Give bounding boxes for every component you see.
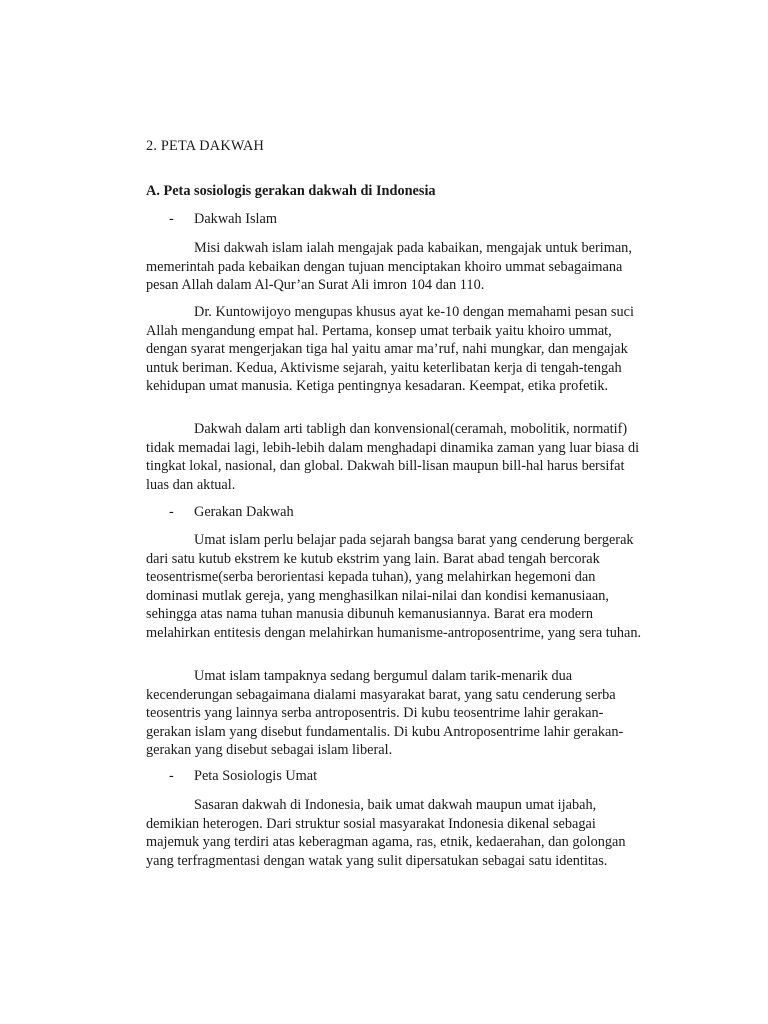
bullet-dash: - bbox=[169, 768, 174, 784]
subheading: A. Peta sosiologis gerakan dakwah di Indonesia bbox=[146, 183, 436, 199]
bullet-label: Peta Sosiologis Umat bbox=[194, 768, 318, 784]
paragraph-sejarah-barat bbox=[146, 531, 646, 643]
section-title: 2. PETA DAKWAH bbox=[146, 138, 265, 154]
bullet-label: Gerakan Dakwah bbox=[194, 504, 294, 520]
paragraph-kuntowijoyo bbox=[146, 303, 646, 396]
paragraph-tabligh bbox=[146, 420, 646, 494]
paragraph-misi-dakwah bbox=[146, 239, 646, 295]
paragraph-text: Dakwah dalam arti tabligh dan konvensional(ceramah, mobolitik, normatif) tidak memadai lagi, lebih-lebih dalam menghadapi dinamika zaman yang luar biasa di tingkat lokal, nasional, dan global. Dakwah bill-lisan maupun bill-hal harus bersifat luas dan aktual. bbox=[146, 421, 640, 493]
paragraph-tarik-menarik bbox=[146, 667, 646, 760]
bullet-dash: - bbox=[169, 504, 174, 520]
paragraph-text: Misi dakwah islam ialah mengajak pada kabaikan, mengajak untuk beriman, memerintah pada kebaikan dengan tujuan menciptakan khoiro ummat sebagaimana pesan Allah dalam Al-Qur’an Surat Ali imron 104 dan 110. bbox=[146, 240, 632, 294]
bullet-dash: - bbox=[169, 211, 174, 227]
paragraph-text: Umat islam perlu belajar pada sejarah bangsa barat yang cenderung bergerak dari satu kutub ekstrem ke kutub ekstrim yang lain. Barat abad tengah bercorak teosentrisme(serba berorientasi kepada tuhan), yang melahirkan hegemoni dan dominasi mutlak gereja, yang menghasilkan nilai-nilai dan kondisi kemanusiaan, sehingga atas nama tuhan manusia dibunuh kemanusiannya. Barat era modern melahirkan entitesis dengan melahirkan humanisme-antroposentrime, yang sera tuhan. bbox=[146, 532, 642, 641]
paragraph-text: Sasaran dakwah di Indonesia, baik umat dakwah maupun umat ijabah, demikian heterogen. Dari struktur sosial masyarakat Indonesia dikenal sebagai majemuk yang terdiri atas keberagman agama, ras, etnik, kedaerahan, dan golongan yang terfragmentasi dengan watak yang sulit dipersatukan sebagai satu identitas. bbox=[146, 797, 626, 869]
paragraph-sasaran-dakwah bbox=[146, 796, 646, 870]
paragraph-text: Umat islam tampaknya sedang bergumul dalam tarik-menarik dua kecenderungan sebagaimana dialami masyarakat barat, yang satu cenderung serba teosentris yang lainnya serba antroposentris. Di kubu teosentrime lahir gerakan-gerakan islam yang disebut fundamentalis. Di kubu Antroposentrime lahir gerakan-gerakan yang disebut sebagai islam liberal. bbox=[146, 668, 624, 759]
paragraph-text: Dr. Kuntowijoyo mengupas khusus ayat ke-10 dengan memahami pesan suci Allah mengandung empat hal. Pertama, konsep umat terbaik yaitu khoiro ummat, dengan syarat mengerjakan tiga hal yaitu amar ma’ruf, nahi mungkar, dan mengajak untuk beriman. Kedua, Aktivisme sejarah, yaitu keterlibatan kerja di tengah-tengah kehidupan umat manusia. Ketiga pentingnya kesadaran. Keempat, etika profetik. bbox=[146, 304, 634, 395]
bullet-label: Dakwah Islam bbox=[194, 211, 277, 227]
